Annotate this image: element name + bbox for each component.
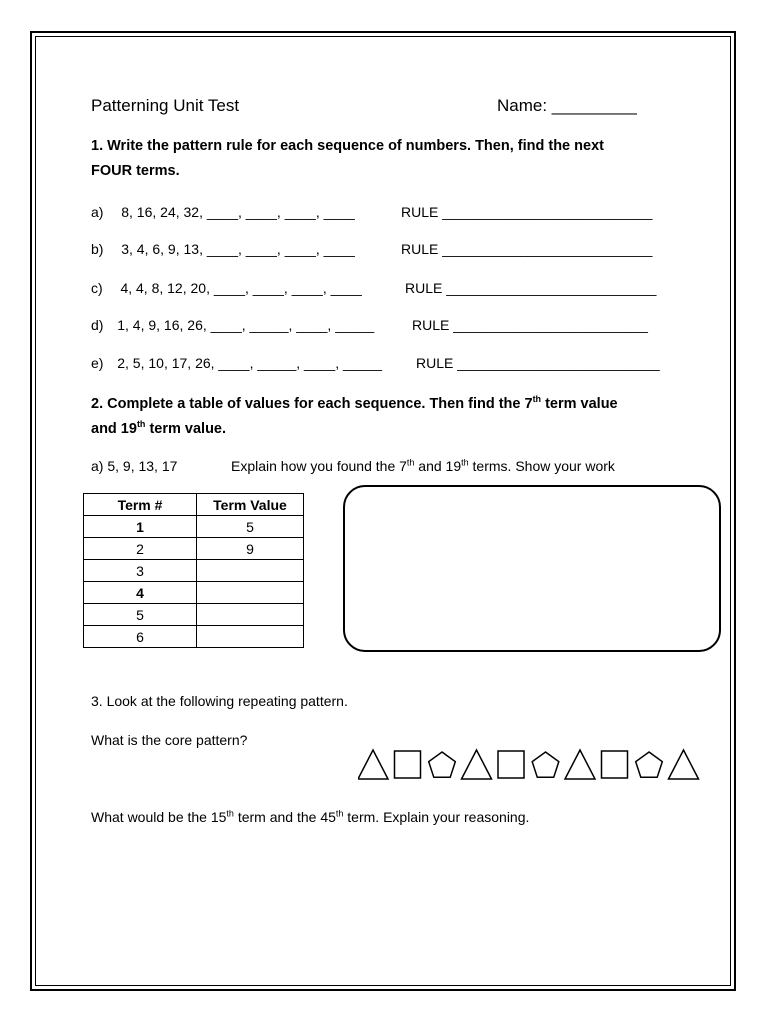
table-row (84, 560, 304, 582)
work-answer-box[interactable] (343, 485, 721, 652)
item-sequence[interactable]: 8, 16, 24, 32, ____, ____, ____, ____ (121, 204, 355, 220)
q2-prompt-line2: and 19th term value. (91, 419, 227, 437)
item-sequence[interactable]: 4, 4, 8, 12, 20, ____, ____, ____, ____ (120, 280, 362, 296)
term-value-cell[interactable]: 9 (197, 538, 304, 560)
q1-item-b (91, 241, 355, 257)
q2-part-a-sequence: a) 5, 9, 13, 17 (91, 458, 178, 474)
item-sequence[interactable]: 2, 5, 10, 17, 26, ____, _____, ____, _____ (117, 355, 382, 371)
q1-item-c-rule[interactable]: RULE ___________________________ (405, 280, 657, 296)
q3-term-question: What would be the 15th term and the 45th term. Explain your reasoning. (91, 808, 530, 825)
table-header-row (84, 494, 304, 516)
table-row (84, 626, 304, 648)
square-shape (602, 751, 628, 778)
q1-item-c (91, 280, 362, 296)
pentagon-shape (429, 752, 456, 777)
item-label: d) (91, 317, 104, 333)
item-sequence[interactable]: 1, 4, 9, 16, 26, ____, _____, ____, _____ (117, 317, 375, 333)
triangle-shape (462, 750, 492, 779)
term-number-cell: 3 (84, 560, 197, 582)
table-row (84, 516, 304, 538)
header-term-number: Term # (84, 494, 197, 516)
table-of-values (83, 493, 304, 648)
q1-prompt-line1: 1. Write the pattern rule for each sequence of numbers. Then, find the next (91, 138, 604, 154)
item-label: a) (91, 204, 104, 220)
table-row (84, 582, 304, 604)
triangle-shape (565, 750, 595, 779)
item-label: b) (91, 241, 104, 257)
term-value-cell[interactable] (197, 582, 304, 604)
q1-item-d-rule[interactable]: RULE _________________________ (412, 317, 648, 333)
q1-item-e (91, 355, 382, 371)
name-field[interactable]: Name: _________ (497, 96, 637, 115)
q1-prompt-line2: FOUR terms. (91, 163, 180, 179)
repeating-shape-pattern (358, 747, 704, 781)
triangle-shape (358, 750, 388, 779)
table-row (84, 604, 304, 626)
q1-item-b-rule[interactable]: RULE ___________________________ (401, 241, 653, 257)
square-shape (395, 751, 421, 778)
item-label: e) (91, 355, 104, 371)
q1-item-a-rule[interactable]: RULE ___________________________ (401, 204, 653, 220)
term-number-cell: 5 (84, 604, 197, 626)
item-label: c) (91, 280, 103, 296)
item-sequence[interactable]: 3, 4, 6, 9, 13, ____, ____, ____, ____ (121, 241, 355, 257)
test-title: Patterning Unit Test (91, 96, 240, 115)
term-value-cell[interactable] (197, 604, 304, 626)
term-value-cell[interactable]: 5 (197, 516, 304, 538)
term-number-cell: 2 (84, 538, 197, 560)
q2-explain-prompt: Explain how you found the 7th and 19th terms. Show your work (231, 457, 615, 474)
q1-item-e-rule[interactable]: RULE __________________________ (416, 355, 660, 371)
pentagon-shape (636, 752, 663, 777)
q1-item-a (91, 204, 355, 220)
term-number-cell: 4 (84, 582, 197, 604)
term-number-cell: 6 (84, 626, 197, 648)
triangle-shape (669, 750, 699, 779)
term-value-cell[interactable] (197, 626, 304, 648)
pentagon-shape (532, 752, 559, 777)
term-number-cell: 1 (84, 516, 197, 538)
q1-item-d (91, 317, 374, 333)
q3-core-question: What is the core pattern? (91, 732, 248, 748)
term-value-cell[interactable] (197, 560, 304, 582)
q3-prompt: 3. Look at the following repeating pattern. (91, 693, 348, 709)
square-shape (498, 751, 524, 778)
header-term-value: Term Value (197, 494, 304, 516)
q2-prompt-line1: 2. Complete a table of values for each sequence. Then find the 7th term value (91, 394, 618, 412)
table-row (84, 538, 304, 560)
